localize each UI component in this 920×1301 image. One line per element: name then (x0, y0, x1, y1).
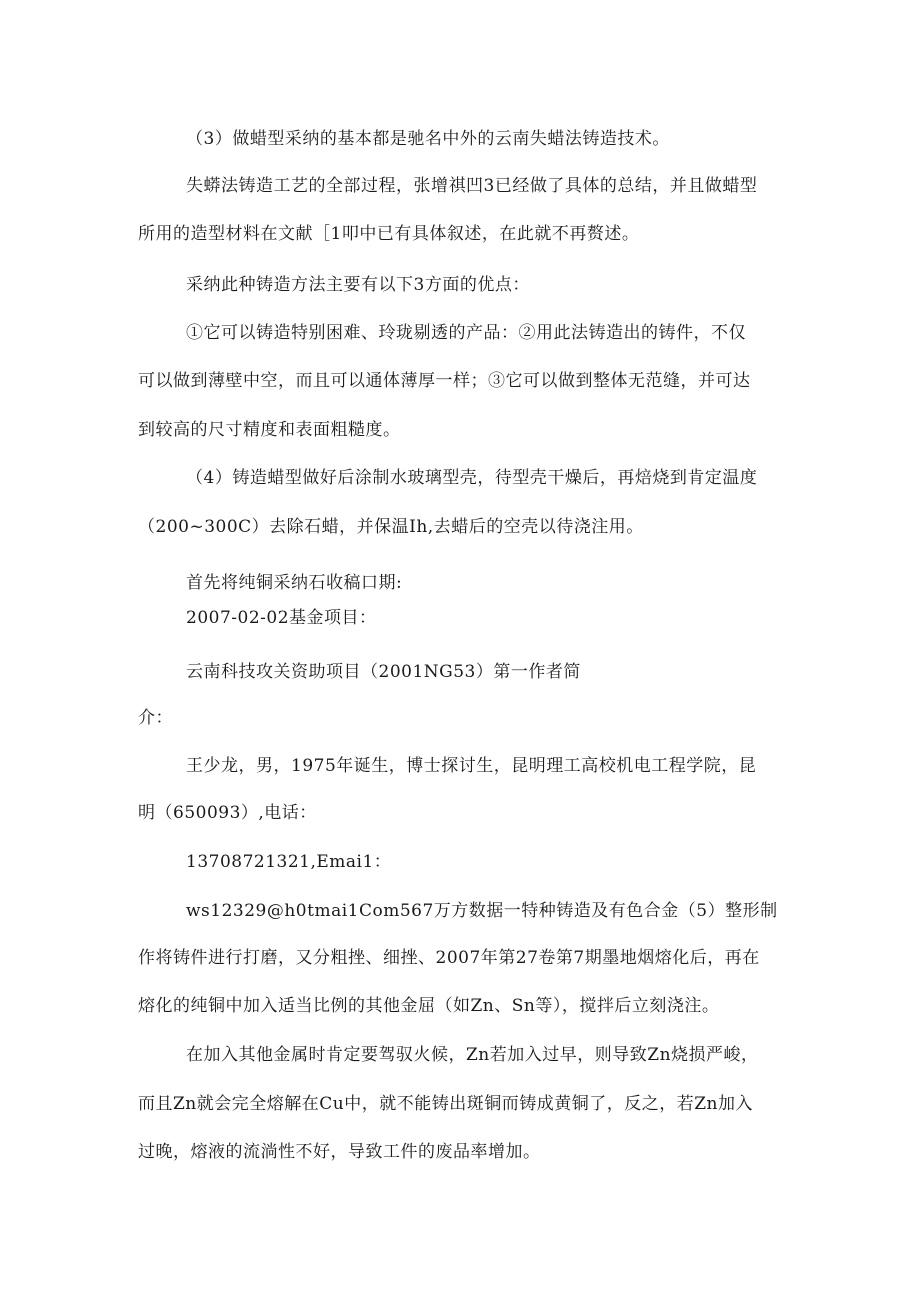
text-line: 明（650093）,电话： (138, 803, 317, 823)
text-line: ①它可以铸造特别困难、玲珑剔透的产品：②用此法铸造出的铸件，不仅 (186, 323, 746, 343)
text-line: 所用的造型材料在文献［1叩中已有具体叙述，在此就不再赘述。 (138, 224, 640, 244)
text-line: 而且Zn就会完全熔解在Cu中，就不能铸出斑铜而铸成黄铜了，反之，若Zn加入 (138, 1094, 753, 1114)
text-line: 可以做到薄壁中空，而且可以通体薄厚一样；③它可以做到整体无范缝，并可达 (138, 371, 751, 391)
text-line: 采纳此种铸造方法主要有以下3方面的优点： (186, 275, 530, 295)
text-line: 13708721321,Emai1： (186, 852, 392, 872)
text-line: 首先将纯铜采纳石收稿口期: (186, 573, 403, 593)
text-line: 在加入其他金属时肯定要驾驭火候，Zn若加入过早，则导致Zn烧损严峻， (186, 1045, 759, 1065)
text-line: （200~300C）去除石蜡，并保温Ih,去蜡后的空壳以待浇注用。 (138, 517, 644, 537)
text-line: 失蟒法铸造工艺的全部过程，张增祺凹3已经做了具体的总结，并且做蜡型 (186, 176, 758, 196)
text-line: 2007-02-02基金项目： (186, 608, 377, 628)
text-line: 介： (138, 708, 173, 728)
text-line: 王少龙，男，1975年诞生，博士探讨生，昆明理工高校机电工程学院，昆 (186, 756, 757, 776)
text-line: 作将铸件进行打磨，又分粗挫、细挫、2007年第27卷第7期墨地烟熔化后，再在 (138, 948, 760, 968)
text-line: 云南科技攻关资助项目（2001NG53）第一作者简 (186, 662, 581, 682)
text-line: 熔化的纯铜中加入适当比例的其他金屈（如Zn、Sn等），搅拌后立刻浇注。 (138, 996, 720, 1016)
text-line: ws12329@h0tmai1Com567万方数据一特种铸造及有色合金（5）整形制 (186, 901, 778, 921)
text-line: 过晚，熔液的流淌性不好，导致工件的废品率增加。 (138, 1142, 541, 1162)
text-line: （4）铸造蜡型做好后涂制水玻璃型壳，待型壳干燥后，再焙烧到肯定温度 (186, 468, 758, 488)
text-line: 到较高的尺寸精度和表面粗糙度。 (138, 420, 401, 440)
text-line: （3）做蜡型采纳的基本都是驰名中外的云南失蜡法铸造技术。 (186, 129, 670, 149)
